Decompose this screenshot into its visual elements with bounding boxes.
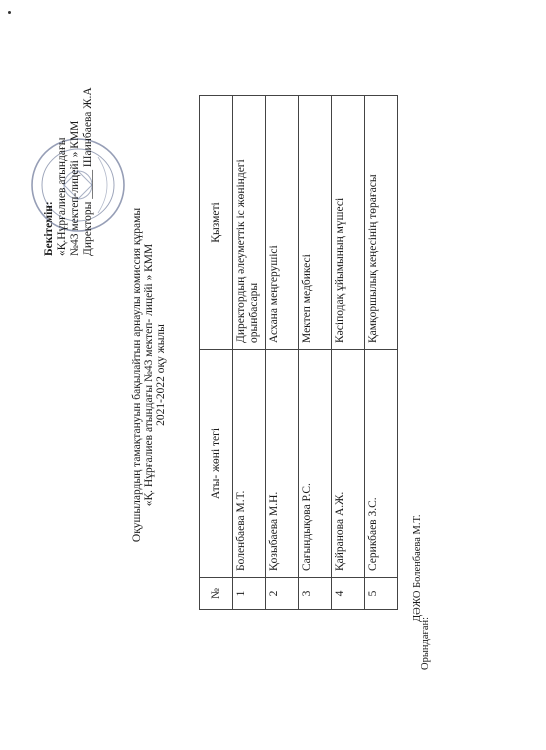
table-header-row: [200, 96, 233, 610]
column-header-name: Аты- жөні тегі: [200, 350, 233, 578]
member-position: Асхана меңгерушісі: [266, 96, 299, 350]
document-subtitle: «Қ. Нұрғалиев атындағы №43 мектеп- лицейі » КММ: [143, 243, 155, 507]
table-row: [233, 96, 266, 610]
approval-header: Бекітемін:: [43, 201, 55, 256]
table-row: [365, 96, 398, 610]
commission-table: [199, 95, 398, 610]
member-position: Кәсіподақ ұйымының мүшесі: [332, 96, 365, 350]
member-name: Сағындықова Р.С.: [299, 350, 332, 578]
column-header-number: №: [200, 578, 233, 610]
row-number: 2: [266, 578, 299, 610]
prepared-by-label: Орындаған:: [420, 616, 431, 670]
approval-block: [43, 87, 95, 256]
member-name: Боленбаева М.Т.: [233, 350, 266, 578]
approval-line: «Қ.Нұрғалиев атындағы: [56, 137, 68, 256]
document-title: Оқушылардың тамақтануын бақылайтын арнаулы комиссия құрамы: [131, 207, 143, 543]
scan-speck: [8, 11, 11, 14]
column-header-position: Қызметі: [200, 96, 233, 350]
table-row: [299, 96, 332, 610]
approval-signature-line: Директоры _____ Шаинбаева Ж.А: [82, 87, 94, 256]
row-number: 3: [299, 578, 332, 610]
table-row: [332, 96, 365, 610]
row-number: 5: [365, 578, 398, 610]
member-name: Қозыбаева М.Н.: [266, 350, 299, 578]
approval-line: №43 мектеп-лицейі » КММ: [69, 120, 81, 256]
member-name: Серикбаев З.С.: [365, 350, 398, 578]
row-number: 4: [332, 578, 365, 610]
member-position: Мектеп медбикесі: [299, 96, 332, 350]
member-position: Директордың әлеуметтік іс жөніндегі орынбасары: [233, 96, 266, 350]
table-row: [266, 96, 299, 610]
member-position: Қамқоршылық кеңесінің төрағасы: [365, 96, 398, 350]
prepared-by-value: ДӘЖО Боленбаева М.Т.: [412, 514, 423, 622]
academic-year: 2021-2022 оқу жылы: [155, 324, 167, 426]
row-number: 1: [233, 578, 266, 610]
member-name: Қайранова А.Ж.: [332, 350, 365, 578]
